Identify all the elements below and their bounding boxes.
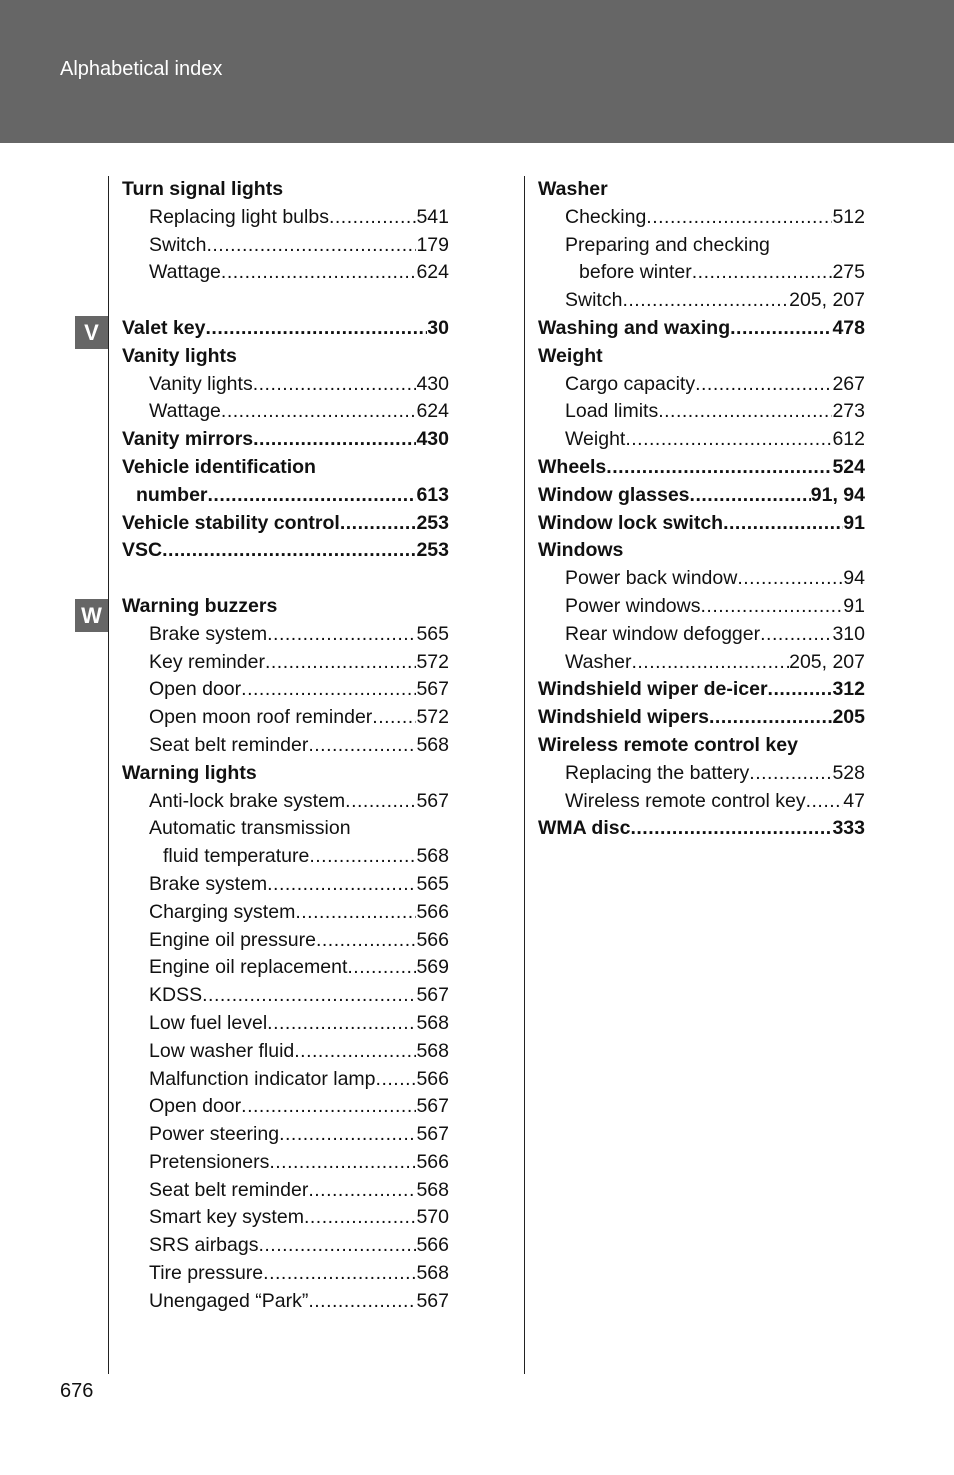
entry-label: number xyxy=(136,483,208,506)
entry-label: Windshield wipers xyxy=(538,706,710,729)
entry-label: Vanity lights xyxy=(122,344,237,367)
entry-page: 568 xyxy=(416,845,449,868)
leader-dots xyxy=(279,1121,416,1149)
leader-dots xyxy=(700,593,843,621)
entry-page: 273 xyxy=(832,400,865,423)
index-entry xyxy=(122,815,449,843)
index-column-right xyxy=(538,176,865,843)
entry-label: Washer xyxy=(565,650,632,673)
leader-dots xyxy=(202,982,416,1010)
index-entry xyxy=(122,927,449,955)
index-entry xyxy=(122,871,449,899)
entry-page: 528 xyxy=(832,761,865,784)
index-entry xyxy=(122,398,449,426)
index-entry xyxy=(122,1260,449,1288)
index-entry xyxy=(538,398,865,426)
entry-label: Open moon roof reminder xyxy=(149,706,373,729)
entry-page: 30 xyxy=(427,316,449,339)
leader-dots xyxy=(376,1066,417,1094)
entry-page: 541 xyxy=(416,205,449,228)
leader-dots xyxy=(253,371,417,399)
entry-label: Open door xyxy=(149,1095,242,1118)
entry-page: 205, 207 xyxy=(789,650,865,673)
index-entry xyxy=(538,760,865,788)
leader-dots xyxy=(737,565,843,593)
index-entry xyxy=(122,621,449,649)
index-entry xyxy=(122,510,449,538)
index-entry xyxy=(538,788,865,816)
header-title: Alphabetical index xyxy=(60,58,223,80)
leader-dots xyxy=(206,232,416,260)
index-entry xyxy=(538,259,865,287)
index-column-left xyxy=(122,176,449,1316)
entry-label: Low fuel level xyxy=(149,1011,268,1034)
entry-page: 310 xyxy=(832,622,865,645)
leader-dots xyxy=(269,1149,416,1177)
entry-page: 91 xyxy=(843,594,865,617)
entry-label: WMA disc xyxy=(538,817,631,840)
entry-label: Valet key xyxy=(122,316,206,339)
index-entry xyxy=(122,982,449,1010)
leader-dots xyxy=(690,482,811,510)
leader-dots xyxy=(304,1204,417,1232)
leader-dots xyxy=(162,537,416,565)
entry-label: KDSS xyxy=(149,984,203,1007)
index-entry xyxy=(122,1288,449,1316)
index-entry xyxy=(122,1149,449,1177)
entry-label: Vanity lights xyxy=(149,372,253,395)
entry-page: 312 xyxy=(832,678,865,701)
index-entry xyxy=(122,704,449,732)
index-entry xyxy=(122,1093,449,1121)
entry-label: Open door xyxy=(149,678,242,701)
entry-page: 568 xyxy=(416,733,449,756)
leader-dots xyxy=(294,1038,416,1066)
entry-label: Weight xyxy=(538,344,603,367)
entry-page: 253 xyxy=(416,539,449,562)
entry-page: 624 xyxy=(416,261,449,284)
entry-page: 568 xyxy=(416,1178,449,1201)
entry-label: before winter xyxy=(579,261,692,284)
entry-page: 568 xyxy=(416,1039,449,1062)
leader-dots xyxy=(340,510,417,538)
entry-label: Weight xyxy=(565,428,626,451)
index-entry xyxy=(538,676,865,704)
leader-dots xyxy=(221,259,417,287)
index-entry xyxy=(122,343,449,371)
section-gap xyxy=(122,287,449,315)
leader-dots xyxy=(208,482,417,510)
entry-label: Rear window defogger xyxy=(565,622,761,645)
index-entry xyxy=(122,1038,449,1066)
entry-label: Switch xyxy=(149,233,207,256)
entry-page: 567 xyxy=(416,984,449,1007)
index-entry xyxy=(538,649,865,677)
entry-page: 570 xyxy=(416,1206,449,1229)
leader-dots xyxy=(730,315,832,343)
entry-label: Windshield wiper de-icer xyxy=(538,678,768,701)
entry-label: Checking xyxy=(565,205,647,228)
entry-label: Seat belt reminder xyxy=(149,1178,309,1201)
index-entry xyxy=(122,454,449,482)
leader-dots xyxy=(241,676,416,704)
entry-label: Load limits xyxy=(565,400,659,423)
section-tab-v: V xyxy=(75,316,108,349)
entry-label: Replacing the battery xyxy=(565,761,750,784)
index-entry xyxy=(122,537,449,565)
entry-label: Vehicle identification xyxy=(122,455,316,478)
leader-dots xyxy=(658,398,832,426)
entry-page: 267 xyxy=(832,372,865,395)
entry-label: Smart key system xyxy=(149,1206,304,1229)
index-entry xyxy=(538,565,865,593)
index-entry xyxy=(122,1121,449,1149)
entry-label: Seat belt reminder xyxy=(149,733,309,756)
index-entry xyxy=(122,676,449,704)
index-entry xyxy=(122,954,449,982)
index-entry xyxy=(122,315,449,343)
index-entry xyxy=(122,1066,449,1094)
entry-label: Malfunction indicator lamp xyxy=(149,1067,376,1090)
entry-page: 567 xyxy=(416,1123,449,1146)
leader-dots xyxy=(267,871,416,899)
leader-dots xyxy=(695,371,832,399)
leader-dots xyxy=(749,760,832,788)
leader-dots xyxy=(630,815,832,843)
entry-page: 567 xyxy=(416,1095,449,1118)
entry-label: Preparing and checking xyxy=(565,233,770,256)
leader-dots xyxy=(760,621,832,649)
index-entry xyxy=(538,537,865,565)
index-entry xyxy=(122,760,449,788)
entry-page: 572 xyxy=(416,650,449,673)
entry-page: 566 xyxy=(416,1234,449,1257)
entry-label: Wireless remote control key xyxy=(565,789,806,812)
entry-page: 430 xyxy=(416,428,449,451)
entry-label: VSC xyxy=(122,539,163,562)
entry-label: Automatic transmission xyxy=(149,817,351,840)
entry-label: Anti-lock brake system xyxy=(149,789,346,812)
entry-label: Switch xyxy=(565,289,623,312)
entry-page: 565 xyxy=(416,872,449,895)
entry-page: 566 xyxy=(416,928,449,951)
index-entry xyxy=(122,593,449,621)
entry-page: 275 xyxy=(832,261,865,284)
leader-dots xyxy=(723,510,843,538)
leader-dots xyxy=(308,732,416,760)
entry-page: 253 xyxy=(416,511,449,534)
index-entry xyxy=(538,510,865,538)
leader-dots xyxy=(329,204,417,232)
entry-label: Cargo capacity xyxy=(565,372,696,395)
entry-label: Turn signal lights xyxy=(122,178,284,200)
index-entry xyxy=(538,232,865,260)
leader-dots xyxy=(692,259,833,287)
leader-dots xyxy=(709,704,832,732)
entry-page: 205, 207 xyxy=(789,289,865,312)
index-entry xyxy=(122,204,449,232)
entry-label: Window lock switch xyxy=(538,511,724,534)
leader-dots xyxy=(267,1010,416,1038)
leader-dots xyxy=(622,287,789,315)
entry-label: Vanity mirrors xyxy=(122,428,254,451)
entry-label: Tire pressure xyxy=(149,1262,264,1285)
entry-label: Brake system xyxy=(149,622,268,645)
leader-dots xyxy=(347,954,416,982)
entry-label: Engine oil pressure xyxy=(149,928,316,951)
entry-label: fluid temperature xyxy=(163,845,310,868)
entry-page: 566 xyxy=(416,1150,449,1173)
leader-dots xyxy=(267,621,416,649)
index-entry xyxy=(122,232,449,260)
leader-dots xyxy=(308,1288,416,1316)
entry-label: Wattage xyxy=(149,400,221,423)
section-tab-w: W xyxy=(75,599,108,632)
index-entry xyxy=(122,259,449,287)
index-entry xyxy=(122,1232,449,1260)
index-entry xyxy=(538,704,865,732)
leader-dots xyxy=(606,454,832,482)
entry-page: 613 xyxy=(416,483,449,506)
index-entry xyxy=(122,426,449,454)
entry-page: 624 xyxy=(416,400,449,423)
entry-label: Power steering xyxy=(149,1123,280,1146)
leader-dots xyxy=(295,899,416,927)
leader-dots xyxy=(345,788,416,816)
index-entry xyxy=(538,732,865,760)
entry-page: 91, 94 xyxy=(810,483,865,506)
entry-label: Warning lights xyxy=(122,761,257,784)
right-column-rule xyxy=(524,176,525,1374)
entry-label: Unengaged “Park” xyxy=(149,1289,309,1312)
entry-label: Power back window xyxy=(565,567,738,590)
entry-label: Wheels xyxy=(538,455,607,478)
left-column-rule xyxy=(108,176,109,1374)
entry-label: Window glasses xyxy=(538,483,690,506)
leader-dots xyxy=(265,649,416,677)
index-entry xyxy=(538,426,865,454)
entry-label: Warning buzzers xyxy=(122,594,278,617)
index-entry xyxy=(122,843,449,871)
index-entry xyxy=(122,732,449,760)
entry-page: 47 xyxy=(843,789,865,812)
index-entry xyxy=(538,815,865,843)
entry-page: 179 xyxy=(416,233,449,256)
entry-label: Power windows xyxy=(565,594,701,617)
entry-page: 612 xyxy=(832,428,865,451)
index-entry xyxy=(538,315,865,343)
entry-page: 333 xyxy=(832,817,865,840)
index-entry xyxy=(538,176,865,204)
index-entry xyxy=(122,371,449,399)
entry-label: Pretensioners xyxy=(149,1150,270,1173)
entry-label: Washer xyxy=(538,178,608,200)
entry-page: 567 xyxy=(416,789,449,812)
entry-page: 566 xyxy=(416,1067,449,1090)
leader-dots xyxy=(253,426,416,454)
page-number: 676 xyxy=(60,1380,94,1402)
index-entry xyxy=(122,176,449,204)
index-entry xyxy=(538,371,865,399)
entry-label: Engine oil replacement xyxy=(149,956,348,979)
entry-label: Replacing light bulbs xyxy=(149,205,329,228)
index-entry xyxy=(538,482,865,510)
entry-page: 205 xyxy=(832,706,865,729)
entry-label: Wireless remote control key xyxy=(538,733,798,756)
entry-page: 512 xyxy=(832,205,865,228)
entry-label: Washing and waxing xyxy=(538,316,731,339)
index-entry xyxy=(538,204,865,232)
section-gap xyxy=(122,565,449,593)
entry-page: 567 xyxy=(416,678,449,701)
page-header xyxy=(0,0,954,143)
entry-label: SRS airbags xyxy=(149,1234,259,1257)
entry-page: 478 xyxy=(832,316,865,339)
entry-page: 567 xyxy=(416,1289,449,1312)
entry-label: Windows xyxy=(538,539,624,562)
index-entry xyxy=(122,482,449,510)
entry-page: 94 xyxy=(843,567,865,590)
entry-page: 524 xyxy=(832,455,865,478)
entry-page: 430 xyxy=(416,372,449,395)
leader-dots xyxy=(241,1093,416,1121)
index-entry xyxy=(122,1010,449,1038)
leader-dots xyxy=(646,204,832,232)
leader-dots xyxy=(221,398,417,426)
index-entry xyxy=(122,1204,449,1232)
index-entry xyxy=(122,1177,449,1205)
leader-dots xyxy=(631,649,789,677)
leader-dots xyxy=(263,1260,416,1288)
index-entry xyxy=(122,899,449,927)
index-entry xyxy=(538,454,865,482)
entry-page: 565 xyxy=(416,622,449,645)
index-entry xyxy=(538,287,865,315)
index-entry xyxy=(538,343,865,371)
leader-dots xyxy=(625,426,832,454)
leader-dots xyxy=(308,1177,416,1205)
entry-label: Charging system xyxy=(149,900,296,923)
index-entry xyxy=(122,649,449,677)
index-entry xyxy=(538,593,865,621)
index-entry xyxy=(122,788,449,816)
entry-label: Wattage xyxy=(149,261,221,284)
leader-dots xyxy=(316,927,417,955)
leader-dots xyxy=(309,843,416,871)
entry-page: 568 xyxy=(416,1011,449,1034)
entry-label: Key reminder xyxy=(149,650,265,673)
entry-page: 572 xyxy=(416,706,449,729)
entry-label: Low washer fluid xyxy=(149,1039,295,1062)
entry-page: 91 xyxy=(843,511,865,534)
leader-dots xyxy=(205,315,427,343)
leader-dots xyxy=(768,676,833,704)
leader-dots xyxy=(372,704,416,732)
entry-page: 569 xyxy=(416,956,449,979)
entry-label: Brake system xyxy=(149,872,268,895)
entry-page: 566 xyxy=(416,900,449,923)
leader-dots xyxy=(806,788,844,816)
entry-label: Vehicle stability control xyxy=(122,511,340,534)
leader-dots xyxy=(258,1232,416,1260)
entry-page: 568 xyxy=(416,1262,449,1285)
index-entry xyxy=(538,621,865,649)
